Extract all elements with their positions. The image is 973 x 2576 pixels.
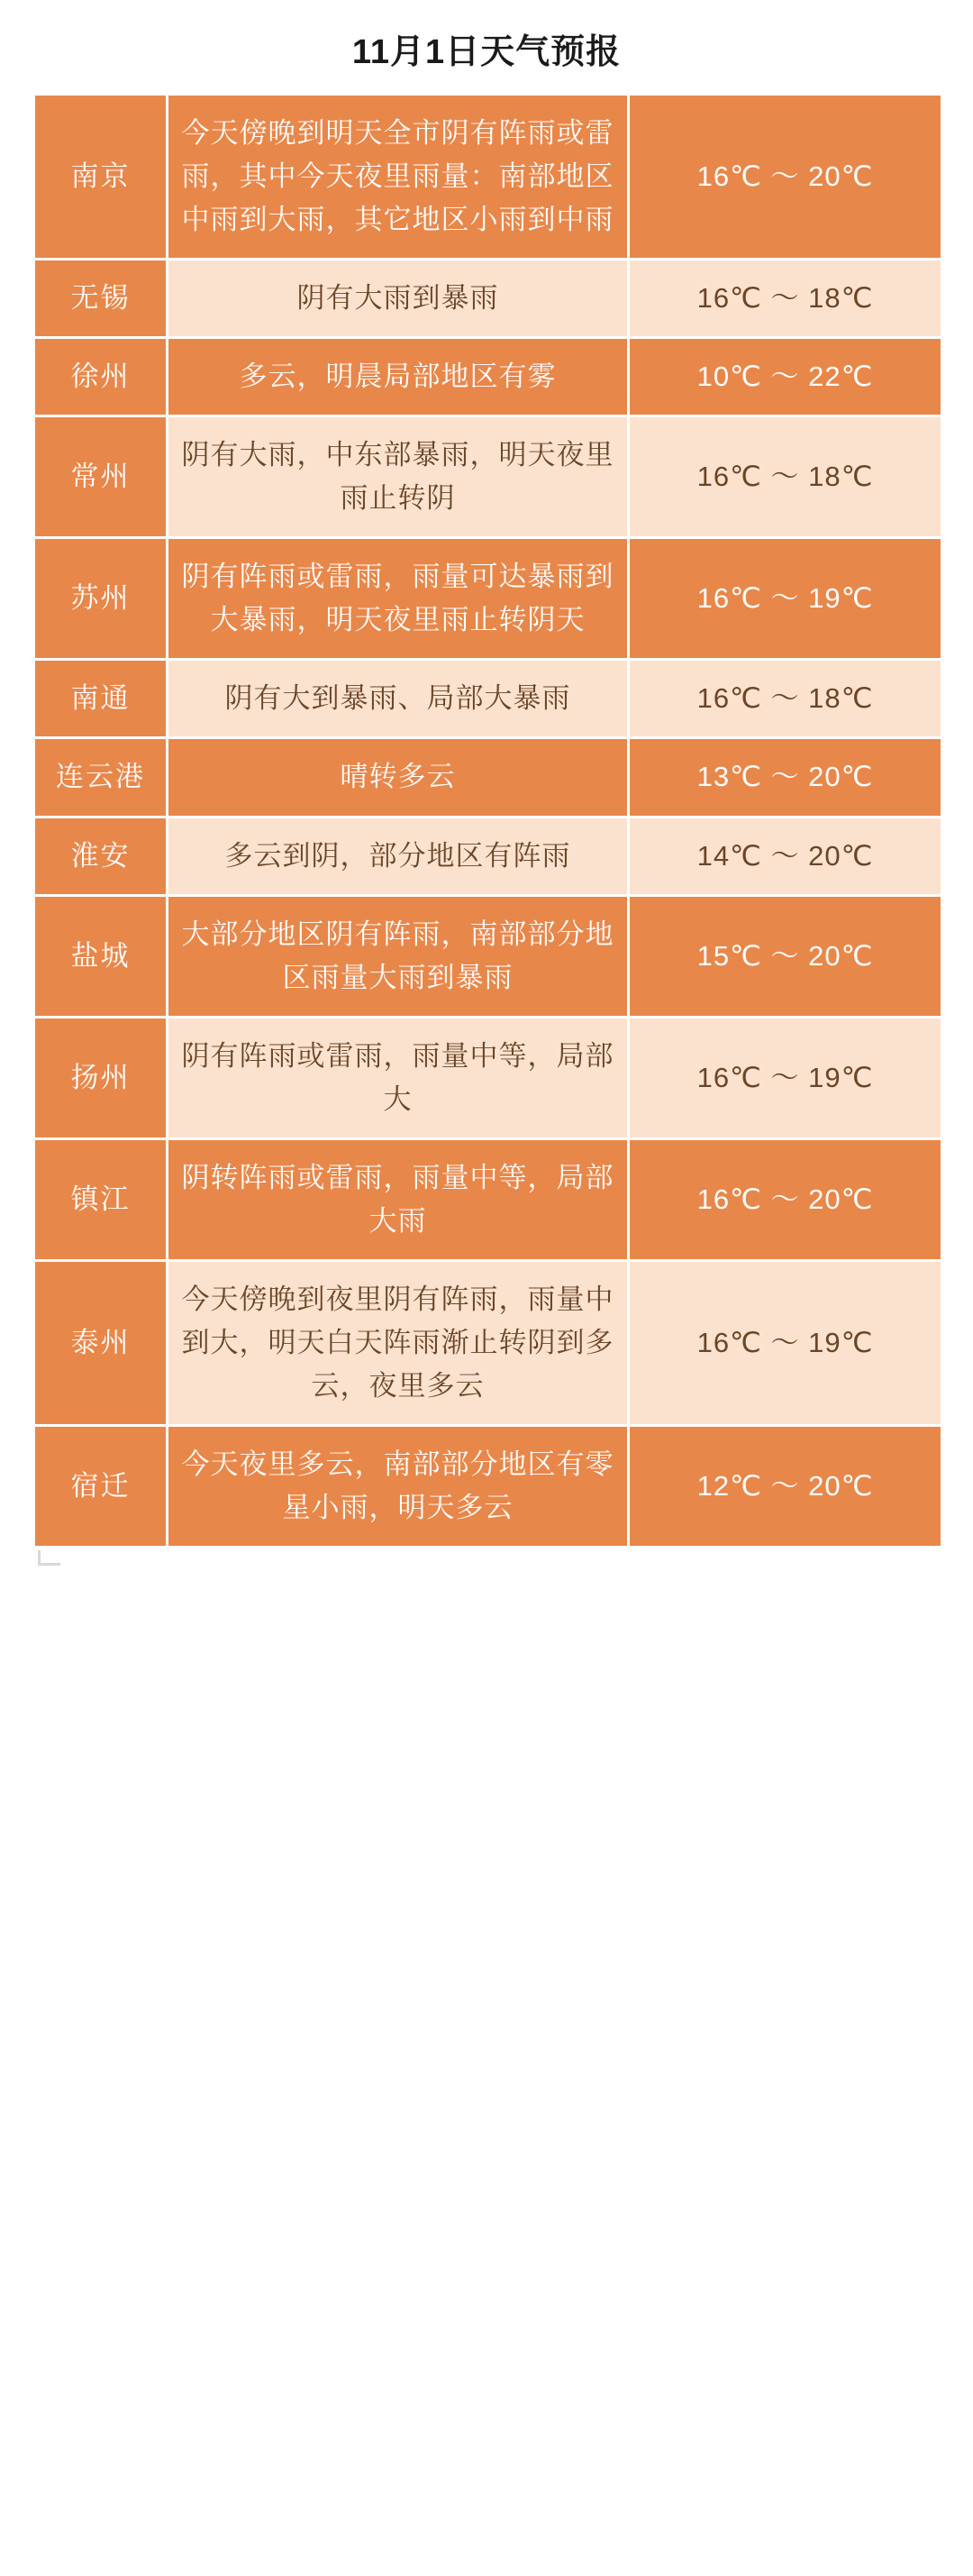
city-name: 无锡 <box>34 260 168 338</box>
city-name: 扬州 <box>34 1017 168 1138</box>
table-row <box>34 338 942 416</box>
city-name: 淮安 <box>34 817 168 895</box>
weather-description: 阴有大雨到暴雨 <box>168 260 629 338</box>
weather-description: 晴转多云 <box>168 738 629 817</box>
weather-description: 阴转阵雨或雷雨，雨量中等，局部大雨 <box>168 1138 629 1260</box>
city-name: 镇江 <box>34 1138 168 1260</box>
table-row <box>34 738 942 817</box>
city-name: 南通 <box>34 660 168 738</box>
temperature-range: 16℃ ～ 19℃ <box>629 1260 942 1425</box>
table-row <box>34 895 942 1017</box>
table-row <box>34 260 942 338</box>
forecast-table-wrap <box>0 93 973 1548</box>
city-name: 盐城 <box>34 895 168 1017</box>
weather-description: 今天傍晚到夜里阴有阵雨，雨量中到大，明天白天阵雨渐止转阴到多云，夜里多云 <box>168 1260 629 1425</box>
table-row <box>34 660 942 738</box>
weather-description: 今天夜里多云，南部部分地区有零星小雨，明天多云 <box>168 1425 629 1547</box>
city-name: 泰州 <box>34 1260 168 1425</box>
table-row <box>34 1425 942 1547</box>
city-name: 苏州 <box>34 538 168 660</box>
page-title: 11月1日天气预报 <box>351 33 622 71</box>
table-row <box>34 1017 942 1138</box>
temperature-range: 15℃ ～ 20℃ <box>629 895 942 1017</box>
temperature-range: 10℃ ～ 22℃ <box>629 338 942 416</box>
table-row <box>34 1138 942 1260</box>
weather-description: 大部分地区阴有阵雨，南部部分地区雨量大雨到暴雨 <box>168 895 629 1017</box>
temperature-range: 16℃ ～ 18℃ <box>629 660 942 738</box>
crop-corner-mark <box>0 1548 973 1585</box>
city-name: 宿迁 <box>34 1425 168 1547</box>
city-name: 徐州 <box>34 338 168 416</box>
temperature-range: 12℃ ～ 20℃ <box>629 1425 942 1547</box>
temperature-range: 14℃ ～ 20℃ <box>629 817 942 895</box>
weather-description: 阴有阵雨或雷雨，雨量中等，局部大 <box>168 1017 629 1138</box>
temperature-range: 16℃ ～ 20℃ <box>629 95 942 260</box>
temperature-range: 16℃ ～ 18℃ <box>629 416 942 538</box>
city-name: 常州 <box>34 416 168 538</box>
weather-description: 阴有阵雨或雷雨，雨量可达暴雨到大暴雨，明天夜里雨止转阴天 <box>168 538 629 660</box>
table-row <box>34 538 942 660</box>
weather-description: 今天傍晚到明天全市阴有阵雨或雷雨，其中今天夜里雨量：南部地区中雨到大雨，其它地区小雨到中雨 <box>168 95 629 260</box>
temperature-range: 13℃ ～ 20℃ <box>629 738 942 817</box>
forecast-table <box>32 93 943 1548</box>
temperature-range: 16℃ ～ 19℃ <box>629 538 942 660</box>
temperature-range: 16℃ ～ 20℃ <box>629 1138 942 1260</box>
weather-description: 多云到阴，部分地区有阵雨 <box>168 817 629 895</box>
weather-description: 阴有大雨，中东部暴雨，明天夜里雨止转阴 <box>168 416 629 538</box>
city-name: 连云港 <box>34 738 168 817</box>
temperature-range: 16℃ ～ 18℃ <box>629 260 942 338</box>
table-row <box>34 1260 942 1425</box>
corner-tick-icon <box>38 1550 60 1566</box>
table-row <box>34 95 942 260</box>
weather-description: 多云，明晨局部地区有雾 <box>168 338 629 416</box>
table-row <box>34 416 942 538</box>
temperature-range: 16℃ ～ 19℃ <box>629 1017 942 1138</box>
weather-description: 阴有大到暴雨、局部大暴雨 <box>168 660 629 738</box>
city-name: 南京 <box>34 95 168 260</box>
forecast-table-body <box>34 95 942 1548</box>
table-row <box>34 817 942 895</box>
